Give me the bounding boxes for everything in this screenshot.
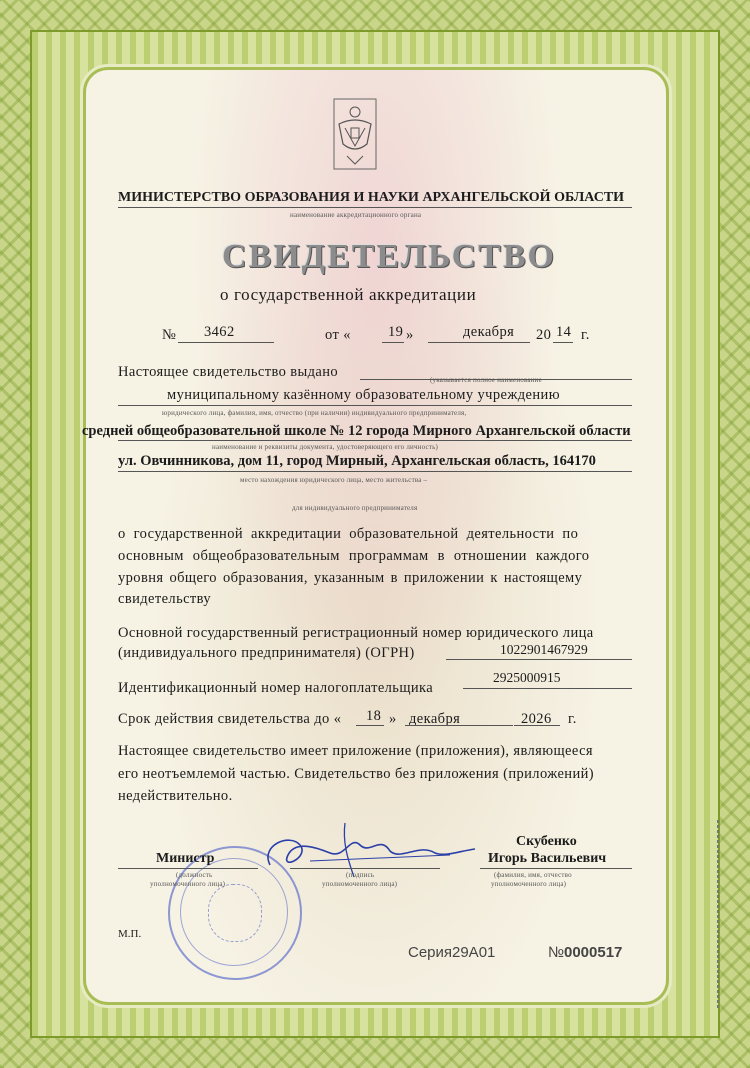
document-title: СВИДЕТЕЛЬСТВО bbox=[222, 238, 556, 275]
signature-caption-2: уполномоченного лица) bbox=[322, 880, 398, 888]
seal-place-label: М.П. bbox=[118, 928, 142, 940]
inn-label: Идентификационный номер налогоплательщика bbox=[118, 680, 434, 696]
certificate-number: 3462 bbox=[204, 324, 235, 340]
year-prefix: 20 bbox=[536, 327, 552, 343]
appendix-line-1: Настоящее свидетельство имеет приложение (приложения), являющееся bbox=[118, 743, 593, 759]
series-value: 29А01 bbox=[452, 944, 496, 961]
day-underline bbox=[382, 342, 404, 343]
validity-day-close: » bbox=[389, 711, 397, 727]
org-name-line-2: средней общеобразовательной школе № 12 города Мирного Архангельской области bbox=[82, 423, 631, 439]
position-caption-2: уполномоченного лица) bbox=[150, 880, 226, 888]
ogrn-label-1: Основной государственный регистрационный номер юридического лица bbox=[118, 625, 594, 641]
name-caption-2: уполномоченного лица) bbox=[491, 880, 567, 888]
validity-label: Срок действия свидетельства до « bbox=[118, 711, 342, 727]
ogrn-value: 1022901467929 bbox=[500, 642, 588, 657]
issued-caption-4: место нахождения юридического лица, место жительства – bbox=[240, 476, 428, 484]
day-close-quote: » bbox=[406, 327, 414, 343]
purpose-line-1: о государственной аккредитации образовательной деятельности по bbox=[118, 526, 579, 542]
validity-month: декабря bbox=[409, 711, 461, 727]
issued-to-label: Настоящее свидетельство выдано bbox=[118, 364, 339, 380]
form-number: 0000517 bbox=[564, 944, 623, 961]
purpose-line-2: основным общеобразовательным программам в отношении каждого bbox=[118, 548, 590, 564]
year-underline bbox=[553, 342, 573, 343]
year-label: г. bbox=[581, 327, 590, 343]
position-caption-1: (должность bbox=[176, 871, 213, 879]
vertical-print-code bbox=[713, 820, 723, 1010]
issued-caption-1: (указывается полное наименование bbox=[430, 376, 542, 384]
appendix-line-3: недействительно. bbox=[118, 788, 233, 804]
number-underline bbox=[178, 342, 274, 343]
issue-day: 19 bbox=[388, 324, 404, 340]
purpose-line-3: уровня общего образования, указанным в приложении к настоящему bbox=[118, 570, 583, 586]
validity-day-underline bbox=[356, 725, 384, 726]
coat-of-arms-icon bbox=[333, 98, 377, 170]
issued-caption-3: наименование и реквизиты документа, удостоверяющего его личность) bbox=[212, 443, 438, 451]
official-seal-emblem bbox=[208, 884, 262, 942]
org-name-line-1: муниципальному казённому образовательному учреждению bbox=[167, 387, 560, 403]
position-underline bbox=[118, 868, 258, 869]
issue-month: декабря bbox=[463, 324, 515, 340]
validity-month-underline bbox=[405, 725, 513, 726]
ogrn-label-2: (индивидуального предпринимателя) (ОГРН) bbox=[118, 645, 415, 661]
ministry-name: МИНИСТЕРСТВО ОБРАЗОВАНИЯ И НАУКИ АРХАНГЕЛЬСКОЙ ОБЛАСТИ bbox=[118, 190, 625, 205]
appendix-line-2: его неотъемлемой частью. Свидетельство без приложения (приложений) bbox=[118, 766, 594, 782]
issued-caption-2: юридического лица, фамилия, имя, отчество (при наличии) индивидуального предпринимателя, bbox=[162, 409, 467, 417]
date-from-label: от « bbox=[325, 327, 351, 343]
validity-year: 2026 bbox=[521, 711, 552, 727]
inn-value: 2925000915 bbox=[493, 670, 561, 685]
validity-day: 18 bbox=[366, 708, 382, 724]
signer-position: Министр bbox=[156, 851, 215, 866]
purpose-line-4: свидетельству bbox=[118, 591, 212, 607]
issued-caption-5: для индивидуального предпринимателя bbox=[292, 504, 418, 512]
org-line-2-underline bbox=[118, 440, 632, 441]
signature-caption-1: (подпись bbox=[346, 871, 375, 879]
form-number-label: № bbox=[548, 944, 565, 961]
month-underline bbox=[428, 342, 530, 343]
name-caption-1: (фамилия, имя, отчество bbox=[494, 871, 572, 879]
validity-year-label: г. bbox=[568, 711, 577, 727]
signature-underline bbox=[290, 868, 440, 869]
org-address: ул. Овчинникова, дом 11, город Мирный, Архангельская область, 164170 bbox=[118, 453, 596, 469]
signer-surname: Скубенко bbox=[516, 834, 577, 849]
address-underline bbox=[118, 471, 632, 472]
series-label: Серия bbox=[408, 944, 453, 961]
signer-name: Игорь Васильевич bbox=[488, 851, 607, 866]
org-line-1-underline bbox=[118, 405, 632, 406]
ministry-underline bbox=[118, 207, 632, 208]
name-underline bbox=[480, 868, 632, 869]
year-suffix: 14 bbox=[556, 324, 572, 340]
ministry-caption: наименование аккредитационного органа bbox=[290, 211, 422, 219]
document-subtitle: о государственной аккредитации bbox=[220, 285, 477, 304]
validity-year-underline bbox=[514, 725, 560, 726]
number-label: № bbox=[162, 327, 177, 343]
inn-underline bbox=[463, 688, 632, 689]
ogrn-underline bbox=[446, 659, 632, 660]
